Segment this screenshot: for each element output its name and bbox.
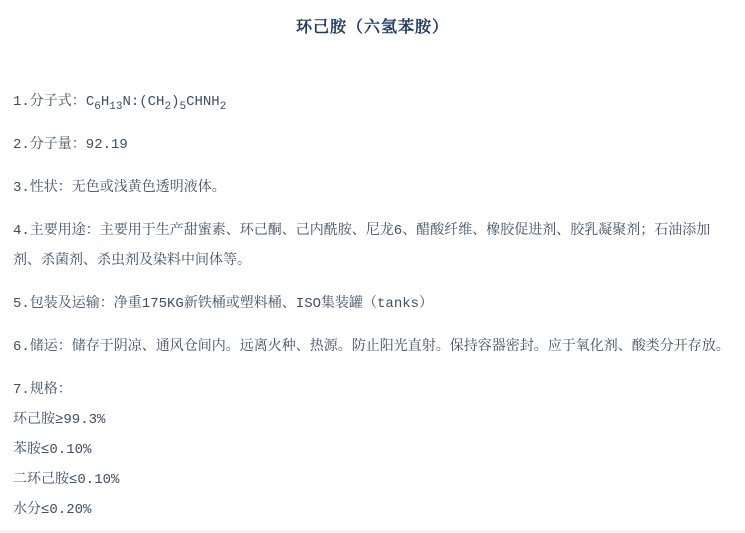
- spec-line-moisture: 水分≤0.20%: [13, 502, 92, 518]
- section-main-uses: 4.主要用途：主要用于生产甜蜜素、环己酮、己内酰胺、尼龙6、醋酸纤维、橡胶促进剂、胶乳凝聚剂；石油添加剂、杀菌剂、杀虫剂及染料中间体等。: [13, 223, 711, 269]
- formula-subscript: 5: [179, 101, 187, 113]
- section-molecular-formula: [13, 87, 732, 117]
- formula-subscript: 13: [109, 101, 123, 113]
- page-bottom-divider: [0, 531, 745, 532]
- product-spec-page: [0, 14, 745, 533]
- spec-line-aniline: 苯胺≤0.10%: [13, 442, 92, 458]
- formula-segment: C: [85, 94, 95, 110]
- spec-line-cyclohexylamine: 环己胺≥99.3%: [13, 412, 106, 428]
- molecular-formula-label: 1.分子式：: [13, 94, 86, 110]
- formula-segment: CHNH: [186, 94, 220, 110]
- formula-segment: H: [100, 94, 110, 110]
- formula-subscript: 6: [94, 101, 101, 113]
- section-storage: 6.储运：储存于阴凉、通风仓间内。远离火种、热源。防止阳光直射。保持容器密封。应于氧化剂、酸类分开存放。: [13, 339, 730, 355]
- molecular-formula-value: [85, 94, 227, 113]
- spec-line-dicyclohexylamine: 二环己胺≤0.10%: [13, 472, 120, 488]
- formula-segment: N:(CH: [122, 94, 165, 110]
- formula-segment: ): [171, 94, 180, 110]
- formula-subscript: 2: [219, 101, 227, 113]
- section-packing-transport: 5.包装及运输：净重175KG新铁桶或塑料桶、ISO集装罐（tanks）: [13, 296, 434, 312]
- document-body: [0, 87, 745, 525]
- section-appearance: 3.性状：无色或浅黄色透明液体。: [13, 180, 226, 196]
- formula-subscript: 2: [164, 101, 172, 113]
- page-title: 环己胺（六氢苯胺）: [295, 17, 449, 36]
- section-molecular-weight: 2.分子量：92.19: [13, 137, 128, 153]
- section-specification-heading: 7.规格：: [13, 382, 72, 398]
